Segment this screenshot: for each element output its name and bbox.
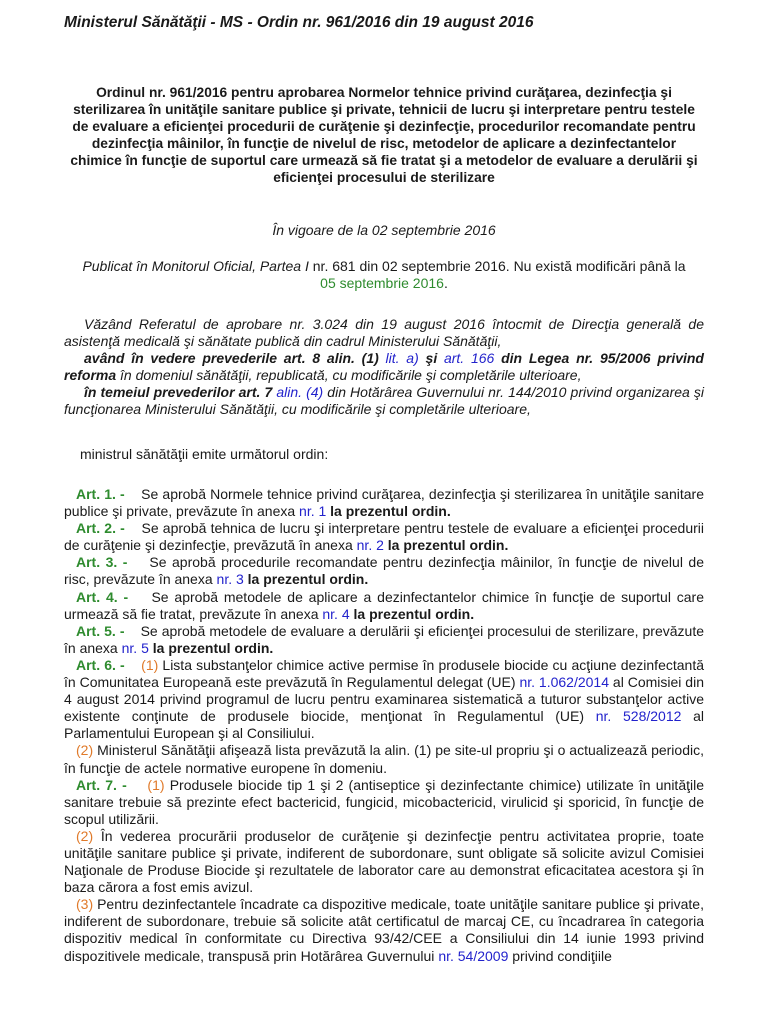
document-header: Ministerul Sănătăţii - MS - Ordin nr. 961/2016 din 19 august 2016 — [64, 14, 534, 31]
link-annex-1[interactable]: nr. 1 — [299, 503, 327, 520]
preamble-authority: în temeiul prevederilor art. 7 alin. (4) din Hotărârea Guvernului nr. 144/2010 privind organizarea şi funcţionarea Ministerului Sănătăţii, cu modificările şi completările ulterioare, — [64, 384, 704, 417]
paragraph-number: (3) — [76, 896, 94, 913]
link-lit-a[interactable]: lit. a) — [385, 350, 419, 366]
article-label: Art. 5. - — [76, 622, 125, 639]
article-label: Art. 2. - — [76, 520, 125, 537]
link-annex-2[interactable]: nr. 2 — [356, 537, 384, 554]
article-4: Art. 4. - Se aprobă metodele de aplicare a dezinfectantelor chimice în funcţie de suportul care urmează să fie tratat, prevăzute în anexa nr. 4 la prezentul ordin. — [64, 588, 704, 622]
paragraph-number: (1) — [141, 656, 159, 673]
link-art-166[interactable]: art. 166 — [443, 350, 495, 366]
article-label: Art. 6. - — [76, 656, 125, 673]
link-annex-4[interactable]: nr. 4 — [322, 605, 350, 622]
article-6-para-1: Art. 6. - (1) Lista substanţelor chimice active permise în produsele biocide cu acţiune dezinfectantă în Comunitatea Europeană este prevăzută în Regulamentul delegat (UE) nr. 1.062/2014 al Comisiei din 4 august 2014 privind programul de lucru pentru examinarea sistematică a tuturor substanţelor active existente conţinute de produsele biocide, menţionat în Regulamentul (UE) nr. 528/2012 al Parlamentului European şi al Consiliului. — [64, 656, 704, 742]
link-reg-528-2012[interactable]: nr. 528/2012 — [595, 708, 682, 725]
publication-note: Publicat în Monitorul Oficial, Partea I nr. 681 din 02 septembrie 2016. Nu există modificări până la 05 septembrie 2016. — [82, 258, 686, 291]
last-update-date: 05 septembrie 2016 — [320, 275, 444, 291]
article-7-para-2: (2) În vederea procurării produselor de curăţenie şi dezinfecţie pentru activitatea proprie, toate unităţile sanitare publice şi private, indiferent de subordonare, sunt obligate să solicite avizul Comisiei Naţionale de Produse Biocide şi rezultatele de laborator care au demonstrat eficacitatea acestora şi în baza cărora a fost emis avizul. — [64, 827, 704, 896]
publication-source: Publicat în Monitorul Oficial, Partea I — [82, 258, 309, 274]
link-annex-5[interactable]: nr. 5 — [121, 639, 149, 656]
articles — [64, 486, 704, 965]
preamble-legal-basis: având în vedere prevederile art. 8 alin. (1) lit. a) şi art. 166 din Legea nr. 95/2006 privind reforma în domeniul sănătăţii, republicată, cu modificările şi completările ulterioare, — [64, 350, 704, 383]
order-title: Ordinul nr. 961/2016 pentru aprobarea Normelor tehnice privind curăţarea, dezinfecţia şi sterilizarea în unităţile sanitare publice şi private, tehnicii de lucru şi interpretare pentru testele de evaluare a eficienţei procedurii de curăţenie şi dezinfecţie, procedurilor recomandate pentru dezinfecţia mâinilor, în funcţie de nivelul de risc, metodelor de aplicare a dezinfectantelor chimice în funcţie de suportul care urmează să fie tratat şi a metodelor de evaluare a derulării şi eficienţei procesului de sterilizare — [70, 85, 698, 185]
article-6-para-2: (2) Ministerul Sănătăţii afişează lista prevăzută la alin. (1) pe site-ul propriu şi o actualizează periodic, în funcţie de actele normative europene în domeniu. — [64, 742, 704, 776]
link-reg-1062-2014[interactable]: nr. 1.062/2014 — [519, 674, 609, 691]
link-hg-54-2009[interactable]: nr. 54/2009 — [438, 947, 509, 964]
article-2: Art. 2. - Se aprobă tehnica de lucru şi interpretare pentru testele de evaluare a eficienţei procedurii de curăţenie şi dezinfecţie, prevăzută în anexa nr. 2 la prezentul ordin. — [64, 520, 704, 554]
article-label: Art. 7. - — [76, 776, 127, 793]
article-label: Art. 3. - — [76, 554, 128, 571]
article-label: Art. 4. - — [76, 588, 129, 605]
article-label: Art. 1. - — [76, 486, 125, 502]
publication-details: nr. 681 din 02 septembrie 2016. Nu există modificări până la — [308, 258, 686, 274]
paragraph-number: (1) — [147, 776, 165, 793]
article-7-para-3: (3) Pentru dezinfectantele încadrate ca dispozitive medicale, toate unităţile sanitare publice şi private, indiferent de subordonare, trebuie să solicite atât certificatul de marcaj CE, cu încadrarea în categoria dispozitiv medical în conformitate cu Directiva 93/42/CEE a Consiliului din 14 iunie 1993 privind dispozitivele medicale, transpusă prin Hotărârea Guvernului nr. 54/2009 privind condiţiile — [64, 896, 704, 964]
link-annex-3[interactable]: nr. 3 — [216, 571, 244, 588]
preamble-referat: Văzând Referatul de aprobare nr. 3.024 din 19 august 2016 întocmit de Direcţia generală de asistenţă medicală şi sănătate publică din cadrul Ministerului Sănătăţii, — [64, 316, 704, 349]
article-1: Art. 1. - Se aprobă Normele tehnice privind curăţarea, dezinfecţia şi sterilizarea în unităţile sanitare publice şi private, prevăzute în anexa nr. 1 la prezentul ordin. — [64, 486, 704, 520]
preamble — [64, 316, 704, 418]
enactment-formula: ministrul sănătăţii emite următorul ordin: — [80, 446, 329, 462]
article-7-para-1: Art. 7. - (1) Produsele biocide tip 1 şi 2 (antiseptice şi dezinfectante chimice) utilizate în unităţile sanitare trebuie să prezinte efect bactericid, fungicid, micobactericid, virulicid şi sporicid, în funcţie de scopul utilizării. — [64, 776, 704, 827]
paragraph-number: (2) — [76, 742, 94, 759]
link-alin-4[interactable]: alin. (4) — [276, 384, 324, 400]
paragraph-number: (2) — [76, 827, 94, 844]
article-3: Art. 3. - Se aprobă procedurile recomandate pentru dezinfecţia mâinilor, în funcţie de nivelul de risc, prevăzute în anexa nr. 3 la prezentul ordin. — [64, 554, 705, 588]
article-5: Art. 5. - Se aprobă metodele de evaluare a derulării şi eficienţei procesului de sterilizare, prevăzute în anexa nr. 5 la prezentul ordin. — [64, 622, 705, 656]
in-force-date: În vigoare de la 02 septembrie 2016 — [272, 222, 496, 238]
